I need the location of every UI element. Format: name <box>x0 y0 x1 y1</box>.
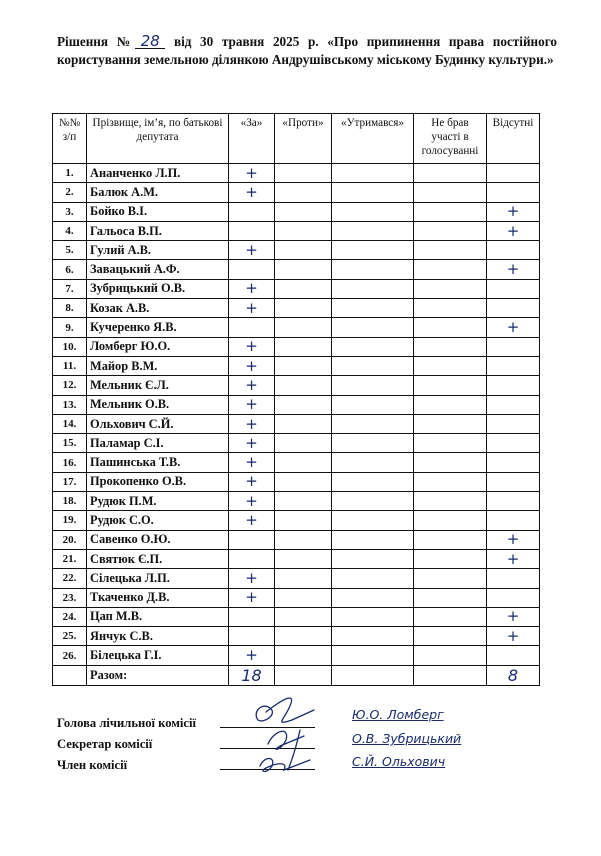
deputy-name: Козак А.В. <box>87 299 229 318</box>
total-for: 18 <box>229 665 275 685</box>
vote-abstained-cell <box>332 241 414 260</box>
vote-abstained-cell <box>332 337 414 356</box>
table-row <box>53 279 540 298</box>
table-row <box>53 646 540 665</box>
vote-not-voted-cell <box>414 202 487 221</box>
vote-against-cell <box>275 646 332 665</box>
table-row <box>53 164 540 183</box>
table-row <box>53 588 540 607</box>
deputy-name: Завацький А.Ф. <box>87 260 229 279</box>
deputy-name: Ломберг Ю.О. <box>87 337 229 356</box>
deputy-name: Бойко В.І. <box>87 202 229 221</box>
vote-for-cell <box>229 530 275 549</box>
table-row <box>53 511 540 530</box>
vote-abstained-cell <box>332 376 414 395</box>
table-row <box>53 627 540 646</box>
vote-not-voted-cell <box>414 260 487 279</box>
table-row <box>53 395 540 414</box>
row-number: 7. <box>53 279 87 298</box>
vote-absent-cell <box>487 434 540 453</box>
vote-for-cell: + <box>229 453 275 472</box>
vote-abstained-cell <box>332 453 414 472</box>
table-row <box>53 356 540 375</box>
vote-for-cell <box>229 260 275 279</box>
table-row <box>53 549 540 568</box>
vote-absent-cell <box>487 569 540 588</box>
deputy-name: Зубрицький О.В. <box>87 279 229 298</box>
table-row <box>53 414 540 433</box>
vote-for-cell: + <box>229 164 275 183</box>
vote-against-cell <box>275 260 332 279</box>
vote-not-voted-cell <box>414 356 487 375</box>
vote-for-cell: + <box>229 241 275 260</box>
row-number: 8. <box>53 299 87 318</box>
vote-not-voted-cell <box>414 453 487 472</box>
row-number: 16. <box>53 453 87 472</box>
row-number: 1. <box>53 164 87 183</box>
vote-absent-cell <box>487 646 540 665</box>
vote-absent-cell: + <box>487 318 540 337</box>
signature-labels <box>57 713 196 776</box>
vote-not-voted-cell <box>414 627 487 646</box>
secretary-label: Секретар комісії <box>57 737 153 751</box>
vote-not-voted-cell <box>414 164 487 183</box>
deputy-name: Савенко О.Ю. <box>87 530 229 549</box>
deputy-name: Мельник Є.Л. <box>87 376 229 395</box>
table-row <box>53 299 540 318</box>
vote-against-cell <box>275 183 332 202</box>
vote-absent-cell <box>487 183 540 202</box>
vote-absent-cell: + <box>487 530 540 549</box>
vote-against-cell <box>275 337 332 356</box>
vote-absent-cell <box>487 279 540 298</box>
table-row <box>53 221 540 240</box>
vote-against-cell <box>275 472 332 491</box>
deputy-name: Цап М.В. <box>87 607 229 626</box>
deputy-name: Білецька Г.І. <box>87 646 229 665</box>
vote-for-cell: + <box>229 472 275 491</box>
total-absent: 8 <box>487 665 540 685</box>
vote-against-cell <box>275 376 332 395</box>
vote-abstained-cell <box>332 569 414 588</box>
table-row <box>53 337 540 356</box>
vote-absent-cell <box>487 511 540 530</box>
vote-abstained-cell <box>332 260 414 279</box>
vote-for-cell <box>229 627 275 646</box>
vote-abstained-cell <box>332 318 414 337</box>
row-number: 12. <box>53 376 87 395</box>
vote-against-cell <box>275 299 332 318</box>
header-not-voted: Не брав участі в голосуванні <box>414 114 487 164</box>
vote-abstained-cell <box>332 627 414 646</box>
table-row <box>53 376 540 395</box>
vote-not-voted-cell <box>414 241 487 260</box>
vote-absent-cell <box>487 299 540 318</box>
row-number: 25. <box>53 627 87 646</box>
chair-name: Ю.О. Ломберг <box>352 707 444 722</box>
vote-for-cell: + <box>229 492 275 511</box>
vote-not-voted-cell <box>414 530 487 549</box>
header-against: «Проти» <box>275 114 332 164</box>
row-number: 6. <box>53 260 87 279</box>
vote-abstained-cell <box>332 299 414 318</box>
vote-absent-cell: + <box>487 607 540 626</box>
vote-against-cell <box>275 164 332 183</box>
deputy-name: Янчук С.В. <box>87 627 229 646</box>
table-row <box>53 202 540 221</box>
vote-not-voted-cell <box>414 434 487 453</box>
header-name: Прізвище, ім’я, по батькові депутата <box>87 114 229 164</box>
vote-not-voted-cell <box>414 376 487 395</box>
table-row <box>53 530 540 549</box>
table-row <box>53 241 540 260</box>
deputy-name: Ананченко Л.П. <box>87 164 229 183</box>
vote-not-voted-cell <box>414 492 487 511</box>
vote-for-cell: + <box>229 414 275 433</box>
table-row <box>53 453 540 472</box>
row-number: 19. <box>53 511 87 530</box>
deputy-name: Рудюк П.М. <box>87 492 229 511</box>
vote-for-cell: + <box>229 588 275 607</box>
total-num-cell <box>53 665 87 685</box>
table-row <box>53 260 540 279</box>
row-number: 20. <box>53 530 87 549</box>
vote-abstained-cell <box>332 588 414 607</box>
vote-not-voted-cell <box>414 221 487 240</box>
decision-title <box>57 33 557 69</box>
voting-table <box>52 113 540 686</box>
vote-absent-cell <box>487 376 540 395</box>
vote-absent-cell <box>487 414 540 433</box>
vote-against-cell <box>275 511 332 530</box>
row-number: 18. <box>53 492 87 511</box>
row-number: 14. <box>53 414 87 433</box>
table-row <box>53 318 540 337</box>
deputy-name: Ольхович С.Й. <box>87 414 229 433</box>
vote-against-cell <box>275 356 332 375</box>
vote-abstained-cell <box>332 646 414 665</box>
vote-against-cell <box>275 530 332 549</box>
secretary-name: О.В. Зубрицький <box>352 731 462 746</box>
member-signature <box>260 759 310 772</box>
total-against <box>275 665 332 685</box>
deputy-name: Балюк А.М. <box>87 183 229 202</box>
deputy-name: Святюк Є.П. <box>87 549 229 568</box>
row-number: 17. <box>53 472 87 491</box>
vote-absent-cell <box>487 395 540 414</box>
header-absent: Відсутні <box>487 114 540 164</box>
vote-for-cell: + <box>229 279 275 298</box>
vote-against-cell <box>275 434 332 453</box>
table-row <box>53 472 540 491</box>
table-header-row <box>53 114 540 164</box>
table-body <box>53 164 540 666</box>
vote-against-cell <box>275 549 332 568</box>
row-number: 21. <box>53 549 87 568</box>
vote-not-voted-cell <box>414 337 487 356</box>
vote-against-cell <box>275 395 332 414</box>
vote-not-voted-cell <box>414 588 487 607</box>
vote-against-cell <box>275 588 332 607</box>
table-row <box>53 569 540 588</box>
row-number: 2. <box>53 183 87 202</box>
vote-abstained-cell <box>332 511 414 530</box>
vote-not-voted-cell <box>414 318 487 337</box>
row-number: 9. <box>53 318 87 337</box>
vote-abstained-cell <box>332 279 414 298</box>
vote-against-cell <box>275 241 332 260</box>
vote-not-voted-cell <box>414 607 487 626</box>
deputy-name: Прокопенко О.В. <box>87 472 229 491</box>
row-number: 4. <box>53 221 87 240</box>
vote-against-cell <box>275 453 332 472</box>
vote-for-cell: + <box>229 376 275 395</box>
chair-signature <box>256 698 314 722</box>
vote-abstained-cell <box>332 549 414 568</box>
vote-absent-cell: + <box>487 549 540 568</box>
vote-for-cell: + <box>229 395 275 414</box>
vote-against-cell <box>275 279 332 298</box>
vote-absent-cell: + <box>487 627 540 646</box>
vote-not-voted-cell <box>414 646 487 665</box>
vote-for-cell <box>229 318 275 337</box>
vote-abstained-cell <box>332 492 414 511</box>
vote-not-voted-cell <box>414 299 487 318</box>
vote-for-cell: + <box>229 299 275 318</box>
vote-absent-cell <box>487 241 540 260</box>
vote-abstained-cell <box>332 183 414 202</box>
vote-for-cell: + <box>229 356 275 375</box>
vote-against-cell <box>275 318 332 337</box>
member-name: С.Й. Ольхович <box>352 754 446 769</box>
row-number: 5. <box>53 241 87 260</box>
vote-not-voted-cell <box>414 472 487 491</box>
vote-against-cell <box>275 627 332 646</box>
header-for: «За» <box>229 114 275 164</box>
table-row <box>53 434 540 453</box>
deputy-name: Майор В.М. <box>87 356 229 375</box>
header-abstained: «Утримався» <box>332 114 414 164</box>
total-abstained <box>332 665 414 685</box>
vote-abstained-cell <box>332 202 414 221</box>
deputy-name: Паламар С.І. <box>87 434 229 453</box>
vote-absent-cell <box>487 356 540 375</box>
row-number: 22. <box>53 569 87 588</box>
vote-against-cell <box>275 569 332 588</box>
vote-absent-cell: + <box>487 260 540 279</box>
vote-abstained-cell <box>332 395 414 414</box>
vote-abstained-cell <box>332 607 414 626</box>
vote-for-cell: + <box>229 183 275 202</box>
vote-not-voted-cell <box>414 511 487 530</box>
member-label: Член комісії <box>57 758 128 772</box>
vote-against-cell <box>275 414 332 433</box>
vote-for-cell <box>229 202 275 221</box>
deputy-name: Рудюк С.О. <box>87 511 229 530</box>
vote-abstained-cell <box>332 164 414 183</box>
vote-absent-cell: + <box>487 221 540 240</box>
vote-not-voted-cell <box>414 569 487 588</box>
deputy-name: Сілецька Л.П. <box>87 569 229 588</box>
vote-for-cell <box>229 549 275 568</box>
vote-absent-cell <box>487 588 540 607</box>
vote-abstained-cell <box>332 356 414 375</box>
table-row <box>53 492 540 511</box>
vote-abstained-cell <box>332 530 414 549</box>
table-row <box>53 183 540 202</box>
vote-absent-cell <box>487 164 540 183</box>
vote-abstained-cell <box>332 434 414 453</box>
total-label: Разом: <box>87 665 229 685</box>
vote-against-cell <box>275 607 332 626</box>
decision-text: від 30 травня 2025 р. «Про припинення права постійного користування земельною ділянкою Андрушівському міському Будинку культури.» <box>57 34 557 67</box>
vote-not-voted-cell <box>414 395 487 414</box>
header-num: №№ з/п <box>53 114 87 164</box>
table-row <box>53 607 540 626</box>
vote-not-voted-cell <box>414 279 487 298</box>
vote-not-voted-cell <box>414 414 487 433</box>
vote-abstained-cell <box>332 472 414 491</box>
deputy-name: Мельник О.В. <box>87 395 229 414</box>
deputy-name: Ткаченко Д.В. <box>87 588 229 607</box>
row-number: 24. <box>53 607 87 626</box>
vote-against-cell <box>275 492 332 511</box>
decision-number: 28 <box>135 34 165 49</box>
vote-absent-cell <box>487 337 540 356</box>
vote-for-cell: + <box>229 434 275 453</box>
row-number: 15. <box>53 434 87 453</box>
vote-for-cell: + <box>229 511 275 530</box>
vote-not-voted-cell <box>414 549 487 568</box>
vote-for-cell <box>229 607 275 626</box>
vote-against-cell <box>275 221 332 240</box>
row-number: 11. <box>53 356 87 375</box>
row-number: 23. <box>53 588 87 607</box>
vote-for-cell: + <box>229 646 275 665</box>
row-number: 13. <box>53 395 87 414</box>
deputy-name: Кучеренко Я.В. <box>87 318 229 337</box>
vote-for-cell: + <box>229 569 275 588</box>
deputy-name: Пашинська Т.В. <box>87 453 229 472</box>
vote-absent-cell <box>487 492 540 511</box>
vote-absent-cell <box>487 472 540 491</box>
total-row <box>53 665 540 685</box>
total-not-voted <box>414 665 487 685</box>
row-number: 3. <box>53 202 87 221</box>
vote-abstained-cell <box>332 221 414 240</box>
handwritten-signatures <box>244 690 339 780</box>
vote-absent-cell <box>487 453 540 472</box>
vote-abstained-cell <box>332 414 414 433</box>
vote-for-cell: + <box>229 337 275 356</box>
decision-prefix: Рішення № <box>57 34 136 49</box>
vote-against-cell <box>275 202 332 221</box>
chair-label: Голова лічильної комісії <box>57 716 196 730</box>
vote-for-cell <box>229 221 275 240</box>
vote-absent-cell: + <box>487 202 540 221</box>
vote-not-voted-cell <box>414 183 487 202</box>
deputy-name: Гулий А.В. <box>87 241 229 260</box>
deputy-name: Гальоса В.П. <box>87 221 229 240</box>
row-number: 10. <box>53 337 87 356</box>
row-number: 26. <box>53 646 87 665</box>
